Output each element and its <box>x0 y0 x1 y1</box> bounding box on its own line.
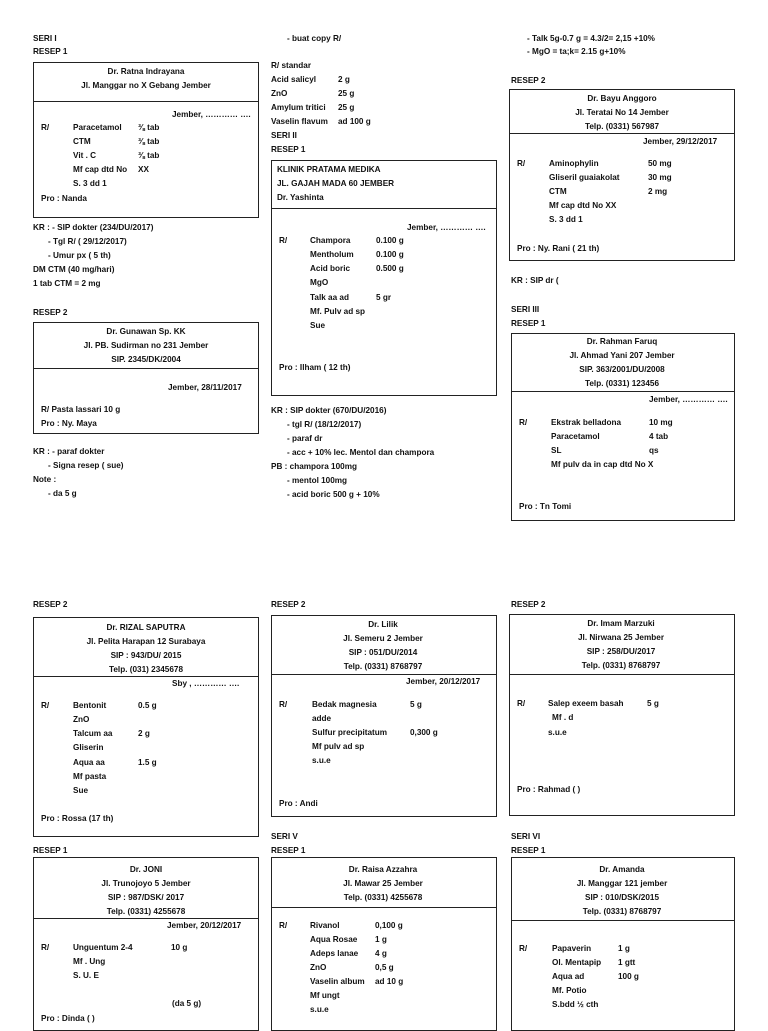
pb-line: PB : champora 100mg <box>271 462 357 471</box>
resep-label: RESEP 2 <box>511 76 546 85</box>
item-qty: 2 g <box>138 729 150 738</box>
note-line: - Talk 5g-0.7 g = 4.3/2= 2,15 +10% <box>527 34 655 43</box>
item-name: Acid boric <box>310 264 351 273</box>
item-qty: XX <box>138 165 149 174</box>
item-name: Ekstrak belladona <box>551 418 622 427</box>
item-name: Vaselin album <box>310 977 365 986</box>
resep-label: RESEP 1 <box>511 319 546 328</box>
item-name: CTM <box>73 137 91 146</box>
doctor-address: Jl. Semeru 2 Jember <box>343 634 423 643</box>
item-name: Aqua aa <box>73 758 105 767</box>
resep-label: RESEP 2 <box>511 600 546 609</box>
r-symbol: R/ <box>41 123 50 132</box>
patient: Pro : Nanda <box>41 194 87 203</box>
item-name: Mf . Ung <box>73 957 106 966</box>
std-qty: 25 g <box>338 103 355 112</box>
doctor-name: Dr. RIZAL SAPUTRA <box>106 623 186 632</box>
patient: Pro : Ilham ( 12 th) <box>279 363 351 372</box>
seri-label: SERI III <box>511 305 540 314</box>
item-qty: 5 g <box>410 700 422 709</box>
doctor-sip: SIP. 363/2001/DU/2008 <box>579 365 665 374</box>
r-symbol: R/ <box>279 236 288 245</box>
item-name: Sue <box>310 321 326 330</box>
divider <box>33 918 258 919</box>
item-name: ZnO <box>310 963 327 972</box>
item-name: Paracetamol <box>73 123 122 132</box>
divider <box>33 368 258 369</box>
item-name: Sulfur precipitatum <box>312 728 388 737</box>
item-name: Bentonit <box>73 701 107 710</box>
dose-note: 1 tab CTM = 2 mg <box>33 279 101 288</box>
item-name: Mf. Pulv ad sp <box>310 307 366 316</box>
r-symbol: R/ <box>279 700 288 709</box>
item-name: Aminophylin <box>549 159 599 168</box>
item-name: Aqua Rosae <box>310 935 358 944</box>
doctor-address: Jl. Pelita Harapan 12 Surabaya <box>86 637 206 646</box>
item-name: Mf cap dtd No <box>73 165 128 174</box>
resep-label: RESEP 2 <box>33 600 68 609</box>
item-name: MgO <box>310 278 329 287</box>
patient: Pro : Ny. Rani ( 21 th) <box>517 244 600 253</box>
item-name: ZnO <box>73 715 90 724</box>
clinic-name: KLINIK PRATAMA MEDIKA <box>277 165 381 174</box>
std-name: Amylum tritici <box>271 103 326 112</box>
std-qty: 2 g <box>338 75 350 84</box>
doctor-address: Jl. PB. Sudirman no 231 Jember <box>83 341 209 350</box>
r-symbol: R/ <box>41 943 50 952</box>
item-name: s.u.e <box>548 728 567 737</box>
item-name: Mf cap dtd No XX <box>549 201 617 210</box>
doctor-address: Jl. Manggar 121 jember <box>576 879 668 888</box>
note-line: - MgO = ta;k= 2.15 g+10% <box>527 47 626 56</box>
doctor-address: Jl. Teratai No 14 Jember <box>575 108 669 117</box>
item-name: Adeps lanae <box>310 949 359 958</box>
doctor-telp: Telp. (0331) 4255678 <box>106 907 186 916</box>
date: Jember, ………… …. <box>649 395 728 404</box>
item-qty: 10 g <box>171 943 188 952</box>
resep-label: RESEP 1 <box>511 846 546 855</box>
item-name: S. 3 dd 1 <box>73 179 107 188</box>
doctor-telp: Telp. (0331) 4255678 <box>343 893 423 902</box>
item-qty: ⅜ tab <box>138 151 160 160</box>
item-qty: qs <box>649 446 659 455</box>
kr-line: - Umur px ( 5 th) <box>48 251 111 260</box>
item-qty: 0,300 g <box>410 728 438 737</box>
patient: Pro : Rossa (17 th) <box>41 814 114 823</box>
date: Jember, 20/12/2017 <box>406 677 481 686</box>
doctor-name: Dr. Lilik <box>368 620 398 629</box>
item-name: adde <box>312 714 332 723</box>
item-qty: 10 mg <box>649 418 673 427</box>
std-name: ZnO <box>271 89 288 98</box>
divider <box>511 391 734 392</box>
doctor-name: Dr. Amanda <box>599 865 645 874</box>
date: Jember, ………… …. <box>172 110 251 119</box>
doctor-name: Dr. Yashinta <box>277 193 324 202</box>
kr-line: KR : SIP dokter (670/DU/2016) <box>271 406 387 415</box>
dose-note: DM CTM (40 mg/hari) <box>33 265 115 274</box>
date: Jember, 20/12/2017 <box>167 921 242 930</box>
item-line: R/ Pasta lassari 10 g <box>41 405 121 414</box>
doctor-telp: Telp. (0331) 8768797 <box>582 907 662 916</box>
item-name: Sue <box>73 786 89 795</box>
doctor-sip: SIP : 051/DU/2014 <box>348 648 418 657</box>
doctor-sip: SIP. 2345/DK/2004 <box>111 355 181 364</box>
date: Jember, 28/11/2017 <box>168 383 242 392</box>
patient: Pro : Dinda ( ) <box>41 1014 95 1023</box>
item-name: Aqua ad <box>552 972 585 981</box>
doctor-address: Jl. Trunojoyo 5 Jember <box>101 879 191 888</box>
item-name: S. U. E <box>73 971 99 980</box>
item-qty: 0.100 g <box>376 250 404 259</box>
item-name: SL <box>551 446 562 455</box>
item-name: Rivanol <box>310 921 340 930</box>
patient: Pro : Ny. Maya <box>41 419 97 428</box>
divider <box>509 674 734 675</box>
item-qty: ⅜ tab <box>138 123 160 132</box>
item-qty: 4 g <box>375 949 387 958</box>
prescription-rizal <box>33 617 259 837</box>
doctor-name: Dr. Rahman Faruq <box>586 337 658 346</box>
doctor-sip: SIP : 943/DU/ 2015 <box>110 651 182 660</box>
r-symbol: R/ <box>519 944 528 953</box>
prescription-lilik <box>271 615 497 817</box>
item-name: Mf pasta <box>73 772 107 781</box>
item-name: Mf pulv da in cap dtd No X <box>551 460 654 469</box>
date: Jember, ………… …. <box>407 223 486 232</box>
kr-line: KR : - paraf dokter <box>33 447 105 456</box>
item-name: Mf . d <box>552 713 574 722</box>
date: Sby , ………… …. <box>172 679 240 688</box>
item-qty: 2 mg <box>648 187 668 196</box>
divider <box>33 676 258 677</box>
doctor-sip: SIP : 987/DSK/ 2017 <box>107 893 185 902</box>
item-qty: 100 g <box>618 972 639 981</box>
r-symbol: R/ <box>519 418 528 427</box>
kr-line: KR : SIP dr ( <box>511 276 559 285</box>
item-name: Gliserin <box>73 743 104 752</box>
resep-label: RESEP 2 <box>271 600 306 609</box>
item-qty: 0.5 g <box>138 701 157 710</box>
item-name: Mentholum <box>310 250 354 259</box>
item-qty: 5 gr <box>376 293 392 302</box>
seri-label: SERI I <box>33 34 57 43</box>
kr-line: - tgl R/ (18/12/2017) <box>287 420 362 429</box>
clinic-address: JL. GAJAH MADA 60 JEMBER <box>277 179 395 188</box>
item-name: Paracetamol <box>551 432 600 441</box>
item-name: Talk aa ad <box>310 293 349 302</box>
divider <box>271 907 496 908</box>
item-name: Mf ungt <box>310 991 340 1000</box>
doctor-telp: Telp. (0331) 8768797 <box>581 661 661 670</box>
seri-label: SERI VI <box>511 832 541 841</box>
doctor-name: Dr. JONI <box>129 865 163 874</box>
std-qty: ad 100 g <box>338 117 371 126</box>
item-name: s.u.e <box>310 1005 329 1014</box>
item-qty: 50 mg <box>648 159 672 168</box>
divider <box>509 133 734 134</box>
prescription-gunawan <box>33 322 259 434</box>
resep-label: RESEP 1 <box>271 846 306 855</box>
item-name: Talcum aa <box>73 729 113 738</box>
doctor-address: Jl. Ahmad Yani 207 Jember <box>569 351 675 360</box>
doctor-address: Jl. Manggar no X Gebang Jember <box>81 81 211 90</box>
std-name: Vaselin flavum <box>271 117 328 126</box>
kr-line: - Tgl R/ ( 29/12/2017) <box>48 237 127 246</box>
kr-line: - Signa resep ( sue) <box>48 461 124 470</box>
item-name: Salep exeem basah <box>548 699 624 708</box>
item-name: Mf pulv ad sp <box>312 742 365 751</box>
divider <box>33 101 258 102</box>
item-name: Champora <box>310 236 351 245</box>
patient: Pro : Rahmad ( ) <box>517 785 581 794</box>
pb-line: - mentol 100mg <box>287 476 348 485</box>
resep-label: RESEP 1 <box>271 145 306 154</box>
r-symbol: R/ <box>517 699 526 708</box>
doctor-address: Jl. Nirwana 25 Jember <box>577 633 665 642</box>
r-symbol: R/ <box>41 701 50 710</box>
doctor-sip: SIP : 258/DU/2017 <box>586 647 656 656</box>
item-qty: 1.5 g <box>138 758 157 767</box>
item-qty: 0,5 g <box>375 963 394 972</box>
doctor-name: Dr. Bayu Anggoro <box>587 94 657 103</box>
note-line: - buat copy R/ <box>287 34 342 43</box>
resep-label: RESEP 1 <box>33 846 68 855</box>
std-qty: 25 g <box>338 89 355 98</box>
doctor-address: Jl. Mawar 25 Jember <box>343 879 423 888</box>
item-name: CTM <box>549 187 567 196</box>
item-name: S. 3 dd 1 <box>549 215 583 224</box>
item-qty: 1 g <box>618 944 630 953</box>
resep-label: RESEP 2 <box>33 308 68 317</box>
kr-line: - paraf dr <box>287 434 323 443</box>
item-qty: 4 tab <box>649 432 669 441</box>
r-symbol: R/ <box>279 921 288 930</box>
prescription-rahman <box>511 333 735 521</box>
seri-label: SERI V <box>271 832 298 841</box>
item-qty: 1 gtt <box>618 958 636 967</box>
item-qty: ⅜ tab <box>138 137 160 146</box>
item-name: Ol. Mentapip <box>552 958 602 967</box>
doctor-telp: Telp. (0331) 8768797 <box>343 662 423 671</box>
item-name: Vit . C <box>73 151 97 160</box>
dispense-note: (da 5 g) <box>172 999 202 1008</box>
doctor-telp: Telp. (031) 2345678 <box>108 665 184 674</box>
kr-line: - acc + 10% lec. Mentol dan champora <box>287 448 435 457</box>
item-qty: 0,100 g <box>375 921 403 930</box>
divider <box>511 920 734 921</box>
divider <box>271 674 496 675</box>
note-line: - da 5 g <box>48 489 77 498</box>
doctor-telp: Telp. (0331) 123456 <box>584 379 660 388</box>
kr-line: KR : - SIP dokter (234/DU/2017) <box>33 223 154 232</box>
date: Jember, 29/12/2017 <box>643 137 718 146</box>
patient: Pro : Andi <box>279 799 318 808</box>
pb-line: - acid boric 500 g + 10% <box>287 490 380 499</box>
patient: Pro : Tn Tomi <box>519 502 572 511</box>
r-symbol: R/ <box>517 159 526 168</box>
seri-label: SERI II <box>271 131 297 140</box>
item-name: Papaverin <box>552 944 592 953</box>
item-qty: 30 mg <box>648 173 672 182</box>
item-name: s.u.e <box>312 756 331 765</box>
standard-label: R/ standar <box>271 61 312 70</box>
resep-label: RESEP 1 <box>33 47 68 56</box>
item-qty: 1 g <box>375 935 387 944</box>
doctor-name: Dr. Raisa Azzahra <box>348 865 418 874</box>
item-name: Bedak magnesia <box>312 700 377 709</box>
doctor-sip: SIP : 010/DSK/2015 <box>584 893 660 902</box>
item-qty: 0.100 g <box>376 236 404 245</box>
note-label: Note : <box>33 475 57 484</box>
item-name: Unguentum 2-4 <box>73 943 133 952</box>
item-qty: 0.500 g <box>376 264 404 273</box>
doctor-name: Dr. Ratna Indrayana <box>107 67 185 76</box>
doctor-name: Dr. Imam Marzuki <box>587 619 655 628</box>
doctor-telp: Telp. (0331) 567987 <box>584 122 660 131</box>
item-name: Gliseril guaiakolat <box>549 173 620 182</box>
item-name: Mf. Potio <box>552 986 587 995</box>
item-qty: ad 10 g <box>375 977 404 986</box>
item-name: S.bdd ½ cth <box>552 1000 599 1009</box>
divider <box>271 208 496 209</box>
doctor-name: Dr. Gunawan Sp. KK <box>106 327 186 336</box>
item-qty: 5 g <box>647 699 659 708</box>
std-name: Acid salicyl <box>271 75 317 84</box>
